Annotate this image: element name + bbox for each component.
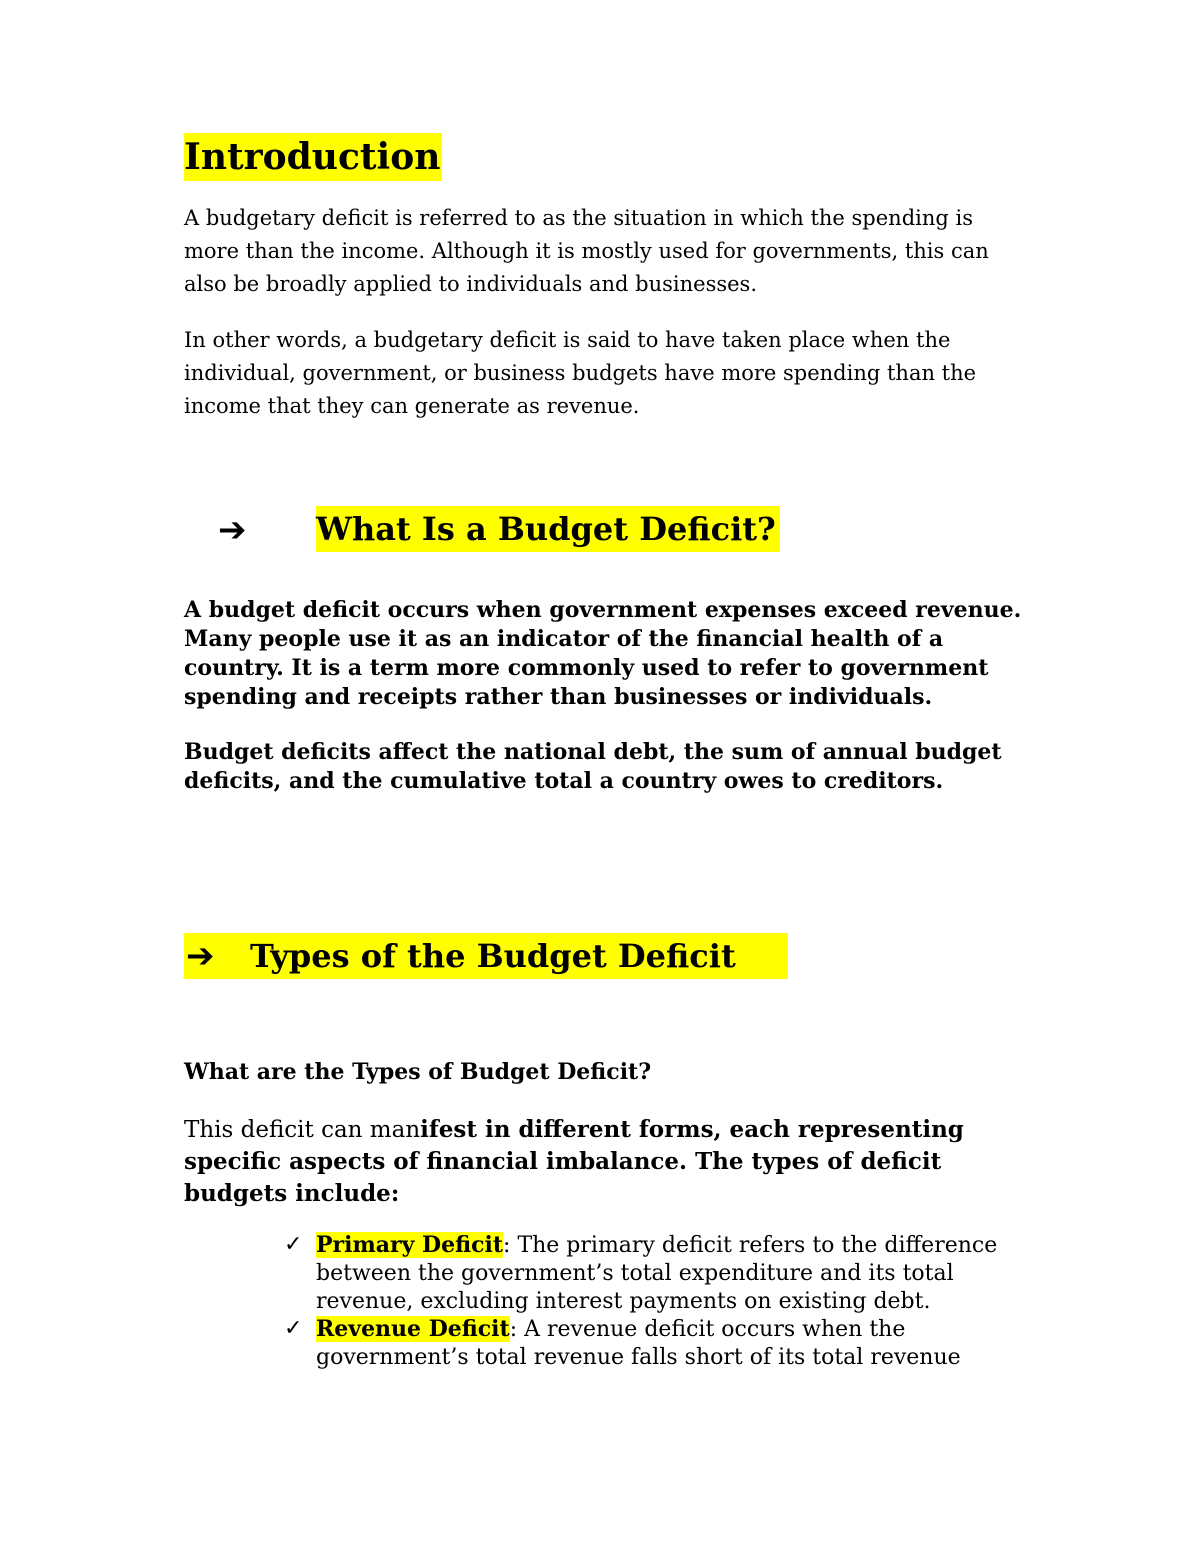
checkmark-icon: ✓	[284, 1316, 303, 1341]
list-item-text	[316, 1231, 1036, 1316]
right-arrow-icon: ➔	[186, 936, 215, 976]
types-intro-rest: ifest in different forms, each representing specific aspects of financial imbalance. The types of deficit budgets include:	[184, 1116, 964, 1207]
primary-deficit-term: Primary Deficit	[316, 1232, 504, 1258]
revenue-deficit-description: : A revenue deficit occurs when the government’s total revenue falls short of its total revenue	[316, 1317, 961, 1370]
what-is-budget-deficit-heading: What Is a Budget Deficit?	[316, 506, 780, 552]
revenue-deficit-term: Revenue Deficit	[316, 1316, 510, 1342]
what-is-paragraph-1: A budget deficit occurs when government expenses exceed revenue. Many people use it as an indicator of the financial health of a country. It is a term more commonly used to refer to government spending and receipts rather than businesses or individuals.	[184, 597, 1022, 710]
types-subheading: What are the Types of Budget Deficit?	[184, 1059, 652, 1085]
types-intro-paragraph	[184, 1114, 984, 1210]
primary-deficit-description: : The primary deficit refers to the difference between the government’s total expenditure and its total revenue, excluding interest payments on existing debt.	[316, 1233, 998, 1314]
list-item-text	[316, 1315, 1036, 1372]
checkmark-icon: ✓	[284, 1232, 303, 1257]
introduction-paragraph-1: A budgetary deficit is referred to as the situation in which the spending is more than the income. Although it is mostly used for governments, this can also be broadly applied to individuals and businesses.	[184, 206, 989, 296]
types-heading: Types of the Budget Deficit	[250, 937, 736, 975]
introduction-paragraph-2: In other words, a budgetary deficit is said to have taken place when the individual, government, or business budgets have more spending than the income that they can generate as revenue.	[184, 328, 977, 418]
types-intro-lead: This deficit can man	[184, 1117, 421, 1143]
right-arrow-icon: ➔	[218, 510, 247, 550]
what-is-paragraph-2: Budget deficits affect the national debt, the sum of annual budget deficits, and the cumulative total a country owes to creditors.	[184, 739, 1002, 794]
introduction-heading: Introduction	[184, 133, 442, 181]
